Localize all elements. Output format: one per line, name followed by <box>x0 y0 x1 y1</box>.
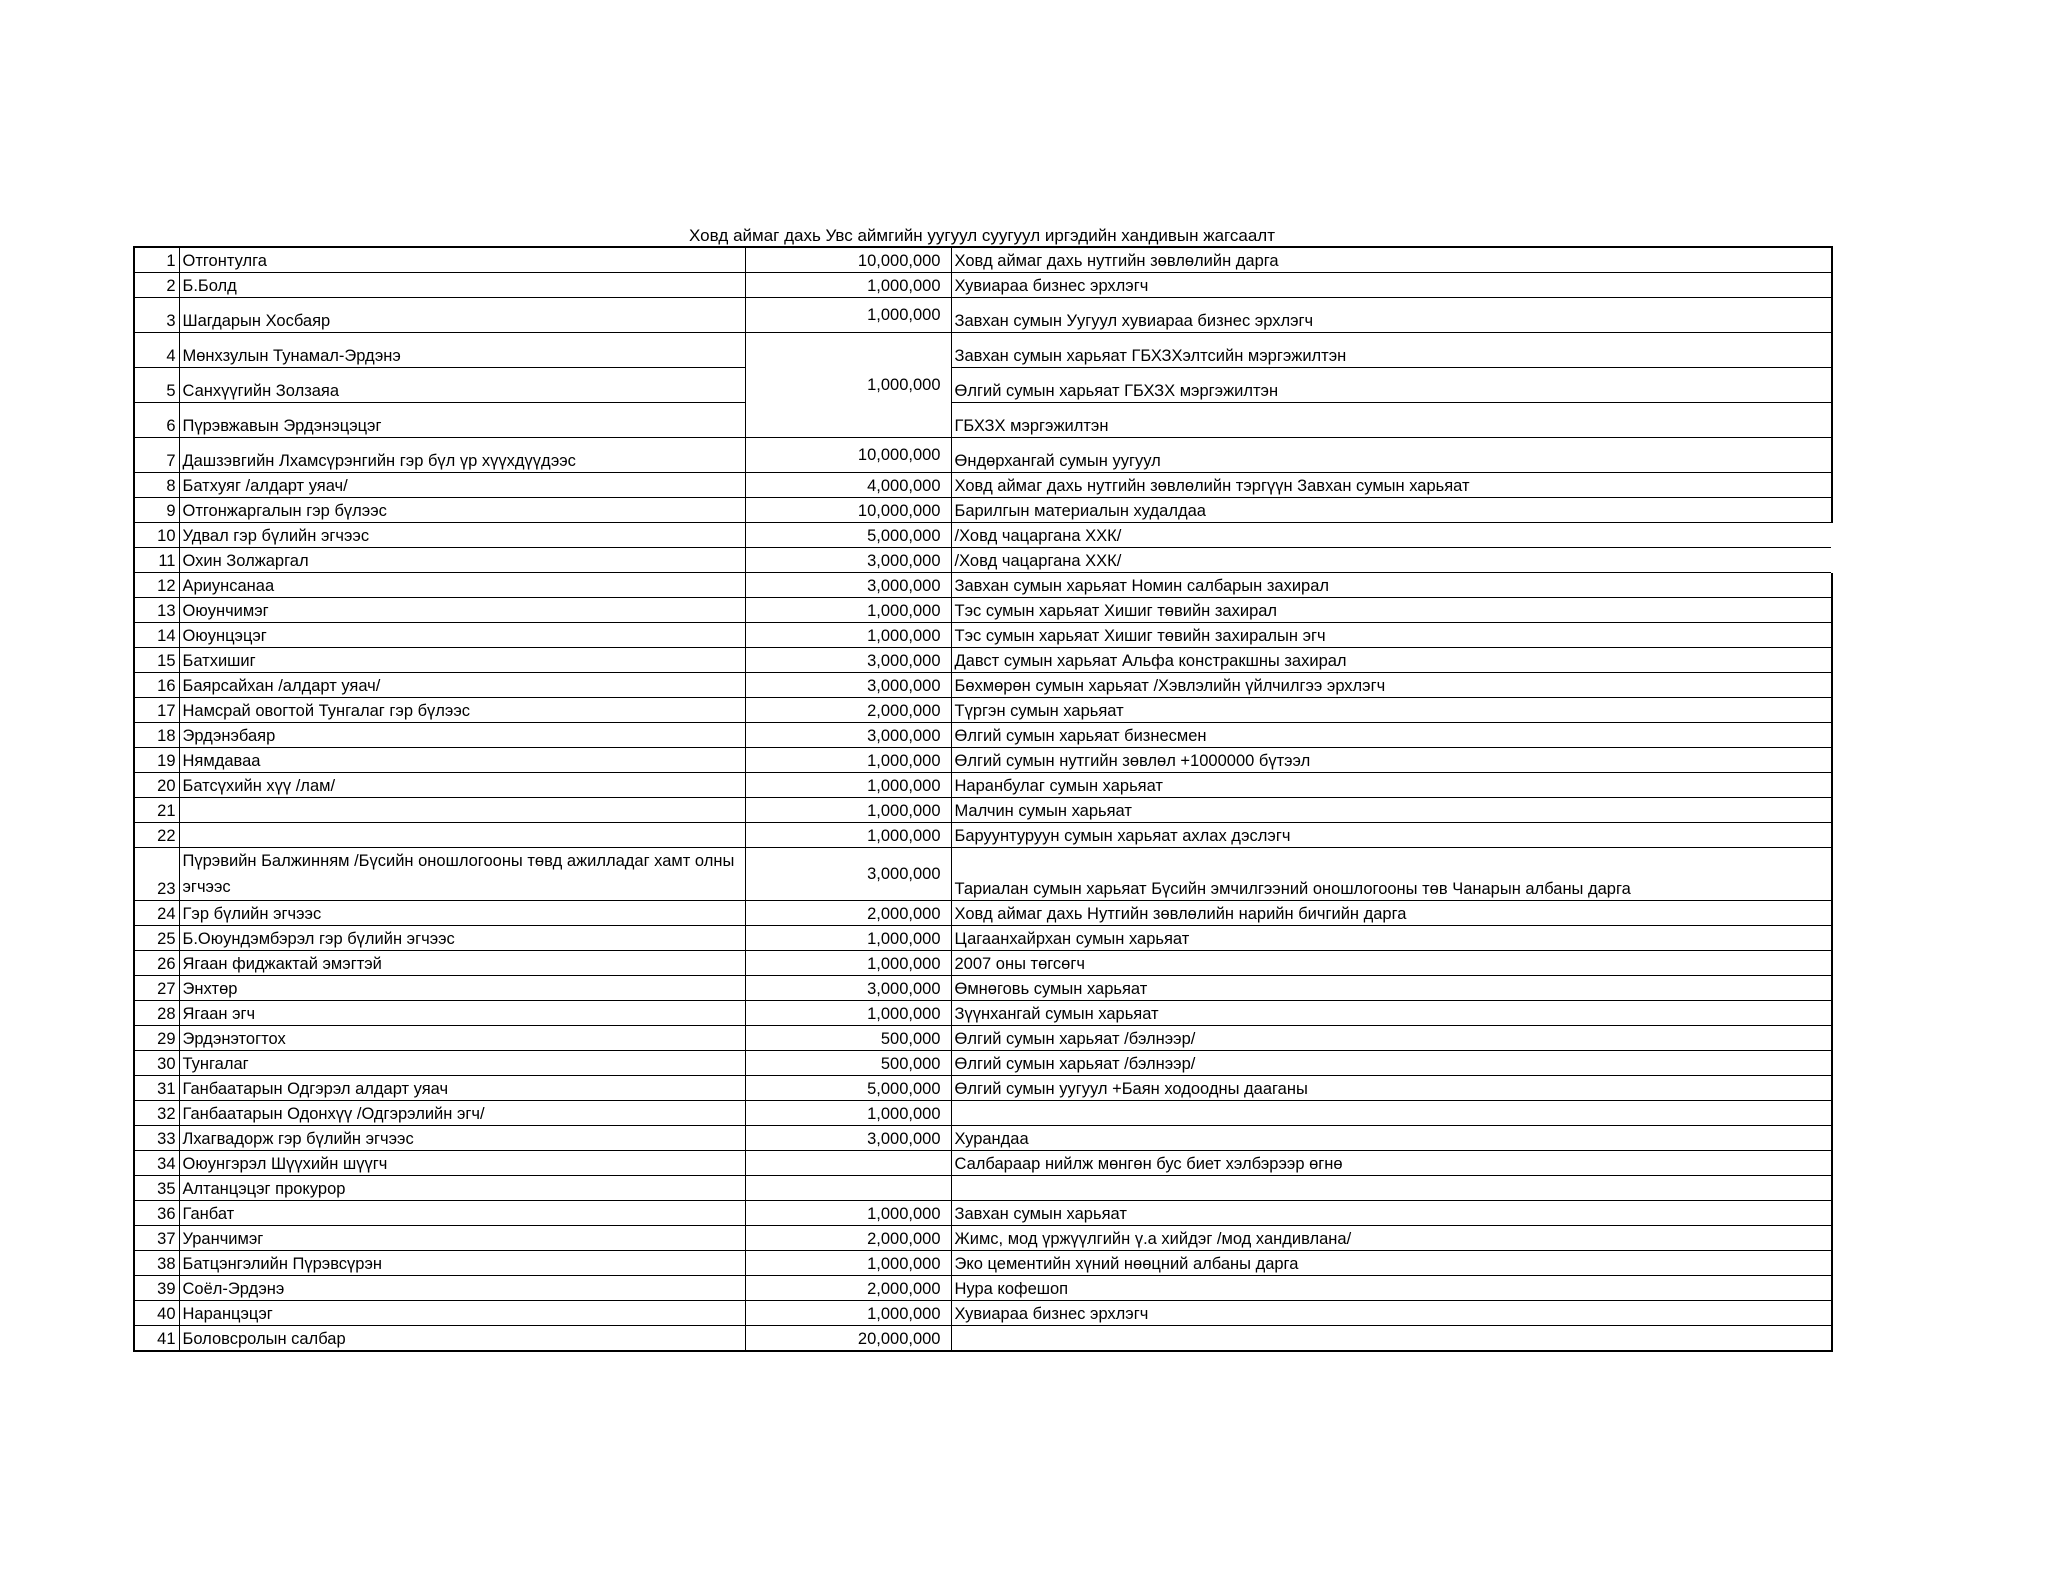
donation-amount: 1,000,000 <box>745 1301 951 1326</box>
table-row <box>134 438 1832 473</box>
donor-name: Оюунцэцэг <box>179 623 745 648</box>
donation-amount: 3,000,000 <box>745 573 951 598</box>
donor-note <box>951 1326 1832 1352</box>
table-row <box>134 673 1832 698</box>
table-row <box>134 1001 1832 1026</box>
row-number: 40 <box>134 1301 179 1326</box>
donor-name: Отгонтулга <box>179 247 745 273</box>
row-number: 32 <box>134 1101 179 1126</box>
donor-note: Өлгий сумын уугуул +Баян ходоодны дааганы <box>951 1076 1832 1101</box>
table-row <box>134 951 1832 976</box>
donor-note: Хувиараа бизнес эрхлэгч <box>951 1301 1832 1326</box>
donor-note: Ховд аймаг дахь Нутгийн зөвлөлийн нарийн бичгийн дарга <box>951 901 1832 926</box>
donor-note: Өмнөговь сумын харьяат <box>951 976 1832 1001</box>
donation-amount: 1,000,000 <box>745 1251 951 1276</box>
donor-name: Б.Болд <box>179 273 745 298</box>
donation-amount: 3,000,000 <box>745 723 951 748</box>
donor-note: Завхан сумын Уугуул хувиараа бизнес эрхлэгч <box>951 298 1832 333</box>
donation-amount: 3,000,000 <box>745 673 951 698</box>
row-number: 8 <box>134 473 179 498</box>
donation-amount: 1,000,000 <box>745 273 951 298</box>
donor-note: /Ховд чацаргана ХХК/ <box>951 523 1832 548</box>
donation-amount: 500,000 <box>745 1051 951 1076</box>
donor-note: Тариалан сумын харьяат Бүсийн эмчилгээний оношлогооны төв Чанарын албаны дарга <box>951 848 1832 901</box>
donor-note: Ховд аймаг дахь нутгийн зөвлөлийн дарга <box>951 247 1832 273</box>
donor-note: Өндөрхангай сумын уугуул <box>951 438 1832 473</box>
donor-name: Намсрай овогтой Тунгалаг гэр бүлээс <box>179 698 745 723</box>
donor-name: Гэр бүлийн эгчээс <box>179 901 745 926</box>
table-row <box>134 333 1832 368</box>
row-number: 12 <box>134 573 179 598</box>
donor-name: Боловсролын салбар <box>179 1326 745 1352</box>
donor-name: Уранчимэг <box>179 1226 745 1251</box>
row-number: 34 <box>134 1151 179 1176</box>
table-row <box>134 1301 1832 1326</box>
donation-amount: 1,000,000 <box>745 1201 951 1226</box>
donor-name: Лхагвадорж гэр бүлийн эгчээс <box>179 1126 745 1151</box>
donor-name: Соёл-Эрдэнэ <box>179 1276 745 1301</box>
document-title: Ховд аймаг дахь Увс аймгийн уугуул суугуул иргэдийн хандивын жагсаалт <box>688 226 1276 245</box>
donor-name: Дашзэвгийн Лхамсүрэнгийн гэр бүл үр хүүхдүүдээс <box>179 438 745 473</box>
donor-note: Наранбулаг сумын харьяат <box>951 773 1832 798</box>
donation-amount: 2,000,000 <box>745 901 951 926</box>
table-row <box>134 548 1832 573</box>
row-number: 18 <box>134 723 179 748</box>
donor-note: Зүүнхангай сумын харьяат <box>951 1001 1832 1026</box>
table-row <box>134 473 1832 498</box>
table-row <box>134 1151 1832 1176</box>
row-number: 38 <box>134 1251 179 1276</box>
donor-name: Наранцэцэг <box>179 1301 745 1326</box>
row-number: 13 <box>134 598 179 623</box>
table-row <box>134 926 1832 951</box>
row-number: 14 <box>134 623 179 648</box>
row-number: 15 <box>134 648 179 673</box>
row-number: 20 <box>134 773 179 798</box>
donor-name: Ганбаатарын Одгэрэл алдарт уяач <box>179 1076 745 1101</box>
donation-amount: 1,000,000 <box>745 1001 951 1026</box>
donor-note: 2007 оны төгсөгч <box>951 951 1832 976</box>
donor-name: Ганбаатарын Одонхүү /Одгэрэлийн эгч/ <box>179 1101 745 1126</box>
row-number: 5 <box>134 368 179 403</box>
row-number: 22 <box>134 823 179 848</box>
donation-amount: 1,000,000 <box>745 748 951 773</box>
table-row <box>134 773 1832 798</box>
row-number: 33 <box>134 1126 179 1151</box>
donor-note: Цагаанхайрхан сумын харьяат <box>951 926 1832 951</box>
donation-amount: 1,000,000 <box>745 798 951 823</box>
donor-name: Нямдаваа <box>179 748 745 773</box>
row-number: 19 <box>134 748 179 773</box>
row-number: 9 <box>134 498 179 523</box>
table-row <box>134 368 1832 403</box>
donor-note: Түргэн сумын харьяат <box>951 698 1832 723</box>
donation-amount: 2,000,000 <box>745 698 951 723</box>
donor-note: Нура кофешоп <box>951 1276 1832 1301</box>
donation-amount: 3,000,000 <box>745 1126 951 1151</box>
donor-name: Ягаан эгч <box>179 1001 745 1026</box>
row-number: 6 <box>134 403 179 438</box>
donor-name: Пүрэвжавын Эрдэнэцэцэг <box>179 403 745 438</box>
donation-amount: 5,000,000 <box>745 1076 951 1101</box>
donation-amount: 5,000,000 <box>745 523 951 548</box>
row-number: 37 <box>134 1226 179 1251</box>
donor-name: Ариунсанаа <box>179 573 745 598</box>
table-row <box>134 1101 1832 1126</box>
table-row <box>134 1276 1832 1301</box>
donor-note: Өлгий сумын харьяат /бэлнээр/ <box>951 1026 1832 1051</box>
donor-note: Завхан сумын харьяат Номин салбарын захирал <box>951 573 1832 598</box>
table-row <box>134 1251 1832 1276</box>
table-row <box>134 698 1832 723</box>
donor-note: Тэс сумын харьяат Хишиг төвийн захиралын эгч <box>951 623 1832 648</box>
row-number: 30 <box>134 1051 179 1076</box>
donor-name: Оюунчимэг <box>179 598 745 623</box>
donor-note: Хувиараа бизнес эрхлэгч <box>951 273 1832 298</box>
donation-amount: 3,000,000 <box>745 648 951 673</box>
donation-table <box>133 246 1833 1352</box>
donor-name: Ганбат <box>179 1201 745 1226</box>
donor-name: Батцэнгэлийн Пүрэвсүрэн <box>179 1251 745 1276</box>
donor-note: Эко цементийн хүний нөөцний албаны дарга <box>951 1251 1832 1276</box>
row-number: 16 <box>134 673 179 698</box>
donor-name: Оюунгэрэл Шүүхийн шүүгч <box>179 1151 745 1176</box>
table-row <box>134 598 1832 623</box>
donor-name: Алтанцэцэг прокурор <box>179 1176 745 1201</box>
donor-note: Тэс сумын харьяат Хишиг төвийн захирал <box>951 598 1832 623</box>
donor-note: Өлгий сумын харьяат бизнесмен <box>951 723 1832 748</box>
donor-note: Өлгий сумын нутгийн зөвлөл +1000000 бүтээл <box>951 748 1832 773</box>
table-row <box>134 1176 1832 1201</box>
table-row <box>134 723 1832 748</box>
donor-note: Өлгий сумын харьяат ГБХЗХ мэргэжилтэн <box>951 368 1832 403</box>
donor-note <box>951 1101 1832 1126</box>
donor-note: Өлгий сумын харьяат /бэлнээр/ <box>951 1051 1832 1076</box>
row-number: 17 <box>134 698 179 723</box>
table-row <box>134 1051 1832 1076</box>
donation-amount: 2,000,000 <box>745 1276 951 1301</box>
row-number: 4 <box>134 333 179 368</box>
donor-note: Салбараар нийлж мөнгөн бус биет хэлбэрээр өгнө <box>951 1151 1832 1176</box>
donation-amount: 1,000,000 <box>745 926 951 951</box>
donation-amount <box>745 1176 951 1201</box>
table-row <box>134 823 1832 848</box>
table-body <box>134 247 1832 1351</box>
row-number: 3 <box>134 298 179 333</box>
row-number: 28 <box>134 1001 179 1026</box>
donation-amount: 3,000,000 <box>745 548 951 573</box>
row-number: 26 <box>134 951 179 976</box>
table-row <box>134 648 1832 673</box>
table-row <box>134 403 1832 438</box>
donor-name: Охин Золжаргал <box>179 548 745 573</box>
table-row <box>134 798 1832 823</box>
donor-name: Отгонжаргалын гэр бүлээс <box>179 498 745 523</box>
table-row <box>134 523 1832 548</box>
donation-amount: 10,000,000 <box>745 438 951 473</box>
table-row <box>134 247 1832 273</box>
donor-name: Мөнхзулын Тунамал-Эрдэнэ <box>179 333 745 368</box>
row-number: 29 <box>134 1026 179 1051</box>
donor-name: Б.Оюундэмбэрэл гэр бүлийн эгчээс <box>179 926 745 951</box>
donor-note: Баруунтуруун сумын харьяат ахлах дэслэгч <box>951 823 1832 848</box>
row-number: 27 <box>134 976 179 1001</box>
row-number: 36 <box>134 1201 179 1226</box>
donor-note: Жимс, мод үржүүлгийн ү.а хийдэг /мод хандивлана/ <box>951 1226 1832 1251</box>
table-row <box>134 623 1832 648</box>
row-number: 11 <box>134 548 179 573</box>
table-row <box>134 1076 1832 1101</box>
donor-note: Малчин сумын харьяат <box>951 798 1832 823</box>
donor-name: Тунгалаг <box>179 1051 745 1076</box>
donor-name: Батсүхийн хүү /лам/ <box>179 773 745 798</box>
donor-note: Завхан сумын харьяат ГБХЗХэлтсийн мэргэжилтэн <box>951 333 1832 368</box>
donor-name: Эрдэнэтогтох <box>179 1026 745 1051</box>
donation-amount: 4,000,000 <box>745 473 951 498</box>
donor-note: Бөхмөрөн сумын харьяат /Хэвлэлийн үйлчилгээ эрхлэгч <box>951 673 1832 698</box>
table-row <box>134 1026 1832 1051</box>
donation-amount: 1,000,000 <box>745 623 951 648</box>
table-row <box>134 298 1832 333</box>
donor-note: Завхан сумын харьяат <box>951 1201 1832 1226</box>
row-number: 10 <box>134 523 179 548</box>
donation-amount: 1,000,000 <box>745 823 951 848</box>
donor-name: Ягаан фиджактай эмэгтэй <box>179 951 745 976</box>
row-number: 31 <box>134 1076 179 1101</box>
donor-name <box>179 798 745 823</box>
table-row <box>134 901 1832 926</box>
row-number: 39 <box>134 1276 179 1301</box>
donation-amount: 500,000 <box>745 1026 951 1051</box>
row-number: 23 <box>134 848 179 901</box>
table-row <box>134 848 1832 901</box>
donor-note: ГБХЗХ мэргэжилтэн <box>951 403 1832 438</box>
donation-amount: 20,000,000 <box>745 1326 951 1352</box>
table-row <box>134 573 1832 598</box>
donor-note: Барилгын материалын худалдаа <box>951 498 1832 523</box>
donation-amount: 1,000,000 <box>745 951 951 976</box>
donor-name <box>179 823 745 848</box>
donor-name: Батхишиг <box>179 648 745 673</box>
row-number: 41 <box>134 1326 179 1352</box>
donor-name: Санхүүгийн Золзаяа <box>179 368 745 403</box>
donor-note: /Ховд чацаргана ХХК/ <box>951 548 1832 573</box>
donation-amount: 3,000,000 <box>745 976 951 1001</box>
donor-note: Ховд аймаг дахь нутгийн зөвлөлийн тэргүүн Завхан сумын харьяат <box>951 473 1832 498</box>
table-row <box>134 1126 1832 1151</box>
donation-amount: 3,000,000 <box>745 848 951 901</box>
donor-name: Баярсайхан /алдарт уяач/ <box>179 673 745 698</box>
row-number: 25 <box>134 926 179 951</box>
donor-name: Батхуяг /алдарт уяач/ <box>179 473 745 498</box>
row-number: 35 <box>134 1176 179 1201</box>
table-row <box>134 273 1832 298</box>
donor-name: Удвал гэр бүлийн эгчээс <box>179 523 745 548</box>
donor-note: Давст сумын харьяат Альфа констракшны захирал <box>951 648 1832 673</box>
table-row <box>134 748 1832 773</box>
donor-name: Эрдэнэбаяр <box>179 723 745 748</box>
table-row <box>134 1201 1832 1226</box>
donor-note: Хурандаа <box>951 1126 1832 1151</box>
donor-name: Энхтөр <box>179 976 745 1001</box>
row-number: 2 <box>134 273 179 298</box>
table-row <box>134 976 1832 1001</box>
donor-name: Шагдарын Хосбаяр <box>179 298 745 333</box>
row-number: 1 <box>134 247 179 273</box>
donation-amount: 1,000,000 <box>745 598 951 623</box>
donor-note <box>951 1176 1832 1201</box>
table-row <box>134 1226 1832 1251</box>
table-row <box>134 498 1832 523</box>
donation-amount: 1,000,000 <box>745 1101 951 1126</box>
donation-amount <box>745 1151 951 1176</box>
donation-amount: 1,000,000 <box>745 773 951 798</box>
donation-amount: 10,000,000 <box>745 498 951 523</box>
donation-amount: 1,000,000 <box>745 298 951 333</box>
row-number: 21 <box>134 798 179 823</box>
table-row <box>134 1326 1832 1352</box>
donation-amount: 10,000,000 <box>745 247 951 273</box>
donor-name: Пүрэвийн Балжинням /Бүсийн оношлогооны төвд ажилладаг хамт олны эгчээс <box>179 848 745 901</box>
row-number: 24 <box>134 901 179 926</box>
donation-amount: 1,000,000 <box>745 333 951 438</box>
row-number: 7 <box>134 438 179 473</box>
donation-amount: 2,000,000 <box>745 1226 951 1251</box>
